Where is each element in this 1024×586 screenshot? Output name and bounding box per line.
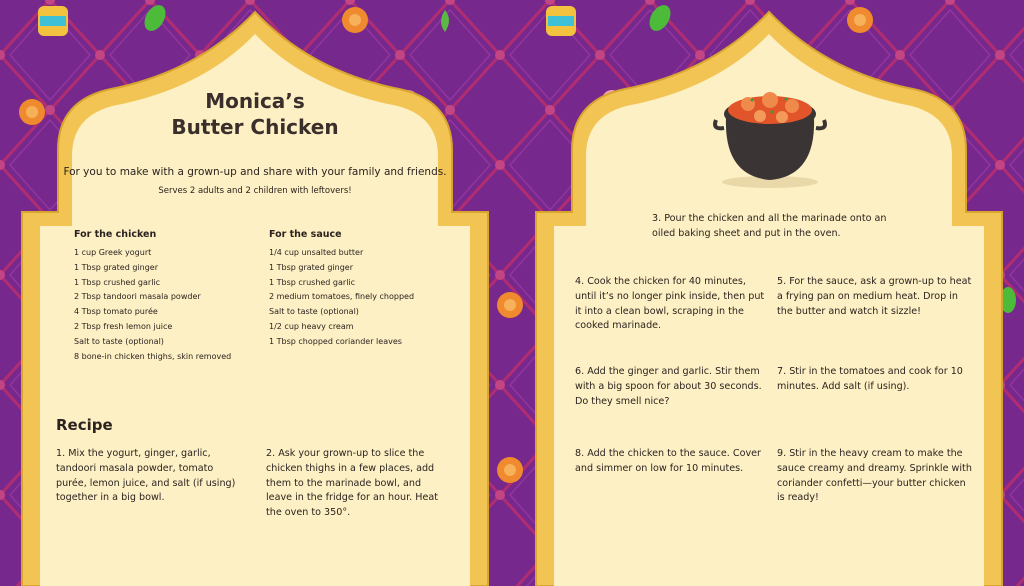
ingredient-item: 1 cup Greek yogurt (74, 248, 152, 257)
ingredient-item: Salt to taste (optional) (74, 336, 164, 346)
title-line-1: Monica’s (205, 89, 305, 113)
intro-text: For you to make with a grown-up and share with your family and friends. (63, 166, 447, 178)
ingredient-item: 4 Tbsp tomato purée (74, 307, 158, 317)
title-line-2: Butter Chicken (171, 115, 339, 139)
step-6: 6. Add the ginger and garlic. Stir them with a big spoon for about 30 seconds. Do they smell nice? (575, 366, 762, 407)
ingredient-item: 1 Tbsp crushed garlic (74, 277, 161, 287)
recipe-heading: Recipe (56, 416, 113, 434)
ingredient-item: 1 Tbsp grated ginger (269, 262, 353, 272)
ingredient-item: 1 Tbsp grated ginger (74, 262, 158, 272)
serves-text: Serves 2 adults and 2 children with leftovers! (158, 186, 352, 196)
step-1: 1. Mix the yogurt, ginger, garlic, tandoori masala powder, tomato purée, lemon juice, and salt (if using) together in a big bowl. (56, 448, 236, 504)
step-3: 3. Pour the chicken and all the marinade onto an oiled baking sheet and put in the oven. (652, 213, 887, 239)
ingredient-item: 1 Tbsp crushed garlic (269, 277, 356, 287)
ingredient-item: 2 Tbsp fresh lemon juice (74, 321, 173, 331)
ingredient-item: 1 Tbsp chopped coriander leaves (269, 336, 402, 346)
step-5: 5. For the sauce, ask a grown-up to heat a frying pan on medium heat. Drop in the butter and watch it sizzle! (777, 276, 972, 317)
step-2: 2. Ask your grown-up to slice the chicken thighs in a few places, add them to the marinade bowl, and leave in the fridge for an hour. Heat the oven to 350°. (266, 448, 438, 519)
ingredient-item: Salt to taste (optional) (269, 307, 359, 317)
sauce-heading: For the sauce (269, 229, 342, 240)
ingredient-item: 2 Tbsp tandoori masala powder (74, 292, 201, 302)
step-8: 8. Add the chicken to the sauce. Cover and simmer on low for 10 minutes. (575, 448, 761, 474)
chicken-heading: For the chicken (74, 229, 157, 240)
step-9: 9. Stir in the heavy cream to make the sauce creamy and dreamy. Sprinkle with coriander confetti—your butter chicken is ready! (777, 448, 972, 504)
step-7: 7. Stir in the tomatoes and cook for 10 minutes. Add salt (if using). (777, 366, 963, 392)
step-4: 4. Cook the chicken for 40 minutes, until it’s no longer pink inside, then put it into a clean bowl, scraping in the cooked marinade. (575, 276, 765, 332)
ingredient-item: 1/4 cup unsalted butter (269, 248, 364, 257)
ingredient-item: 1/2 cup heavy cream (269, 321, 354, 331)
ingredient-item: 8 bone-in chicken thighs, skin removed (74, 351, 232, 361)
ingredient-item: 2 medium tomatoes, finely chopped (269, 292, 415, 302)
